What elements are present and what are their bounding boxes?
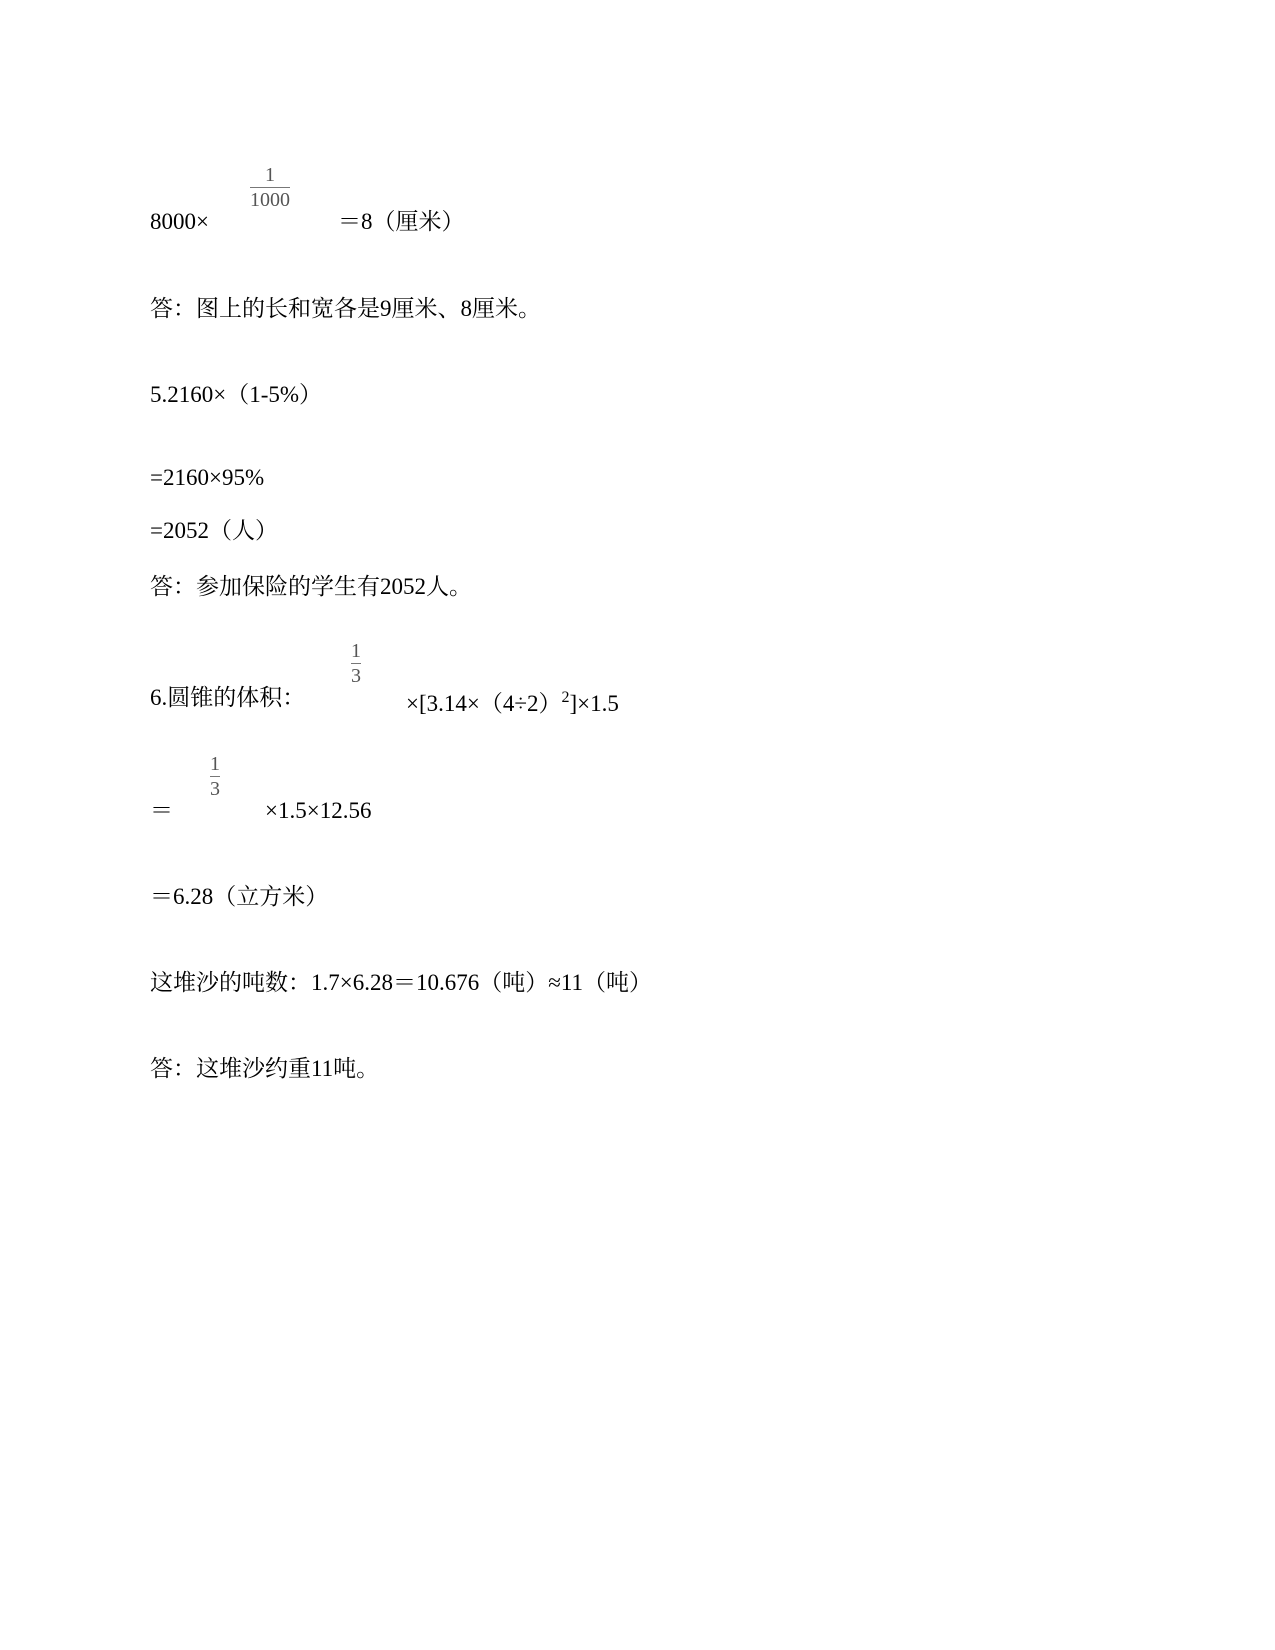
- fraction-1-3-a: [351, 640, 361, 687]
- calc-line-1: =2160×95%: [150, 465, 265, 490]
- calc-line-3-left: ＝: [150, 798, 173, 823]
- expression-mid: ×[3.14×（4÷2）: [406, 691, 562, 716]
- fraction-numerator: 1: [351, 640, 361, 662]
- answer-line-2: 答：参加保险的学生有2052人。: [150, 574, 472, 599]
- fraction-denominator: 1000: [250, 189, 290, 211]
- exponent: 2: [561, 689, 570, 706]
- fraction-denominator: 3: [210, 778, 220, 800]
- fraction-denominator: 3: [351, 665, 361, 687]
- question-5-line: 5.2160×（1-5%）: [150, 382, 323, 407]
- calc-line-2: =2052（人）: [150, 518, 278, 543]
- calc-line-4: ＝6.28（立方米）: [150, 884, 329, 909]
- calc-line-3-right: ×1.5×12.56: [265, 798, 372, 823]
- expression-end: ]×1.5: [569, 691, 619, 716]
- fraction-1-1000: [250, 164, 290, 211]
- line-1-left: 8000×: [150, 209, 209, 234]
- fraction-bar: [351, 663, 361, 664]
- fraction-numerator: 1: [265, 164, 275, 186]
- answer-line-3: 答：这堆沙约重11吨。: [150, 1056, 380, 1081]
- fraction-1-3-b: [210, 753, 220, 800]
- fraction-bar: [250, 187, 290, 188]
- fraction-bar: [210, 776, 220, 777]
- fraction-numerator: 1: [210, 753, 220, 775]
- question-6-expression: [406, 684, 619, 718]
- question-6-left: 6.圆锥的体积：: [150, 685, 306, 710]
- answer-line-1: 答：图上的长和宽各是9厘米、8厘米。: [150, 296, 541, 321]
- line-1-right: ＝8（厘米）: [338, 209, 465, 234]
- tonnage-line: 这堆沙的吨数：1.7×6.28＝10.676（吨）≈11（吨）: [150, 970, 652, 995]
